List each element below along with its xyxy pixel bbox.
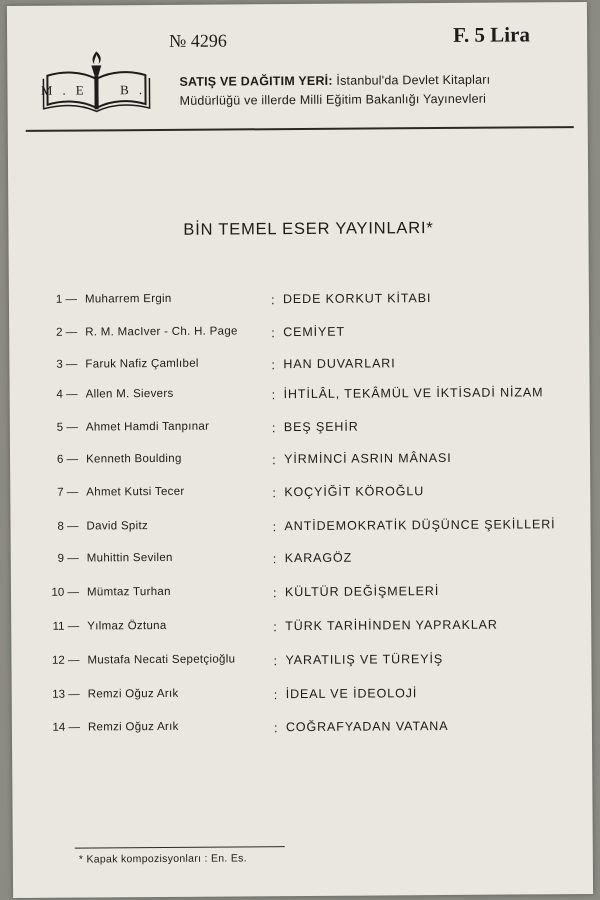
book-author: Allen M. Sievers (85, 387, 174, 401)
book-title: YİRMİNCİ ASRIN MÂNASI (284, 450, 452, 467)
book-author: Mustafa Necati Sepetçioğlu (87, 653, 236, 667)
book-number: 13 — (52, 688, 80, 701)
book-author: Ahmet Kutsi Tecer (86, 485, 185, 499)
series-title: BİN TEMEL ESER YAYINLARI* (183, 219, 434, 239)
list-item (12, 685, 592, 709)
book-title: DEDE KORKUT KİTABI (282, 291, 432, 307)
book-author: Remzi Oğuz Arık (87, 720, 179, 734)
book-number: 11 — (52, 620, 80, 633)
book-number: 7 — (57, 486, 79, 499)
separator-colon: : (271, 387, 276, 403)
book-number: 1 — (55, 293, 77, 306)
book-number: 14 — (52, 721, 80, 734)
separator-colon: : (272, 452, 276, 468)
list-item (9, 290, 589, 314)
separator-colon: : (272, 485, 276, 501)
book-list (9, 278, 589, 736)
book-title: HAN DUVARLARI (283, 356, 396, 372)
list-item (10, 483, 590, 507)
list-item (11, 583, 591, 607)
separator-colon: : (270, 292, 275, 308)
book-number: 9 — (57, 552, 79, 565)
separator-colon: : (273, 653, 278, 669)
book-number: 8 — (57, 520, 79, 533)
book-title: İDEAL VE İDEOLOJİ (285, 686, 418, 702)
price: F. 5 Lira (453, 22, 531, 47)
list-item (10, 385, 590, 409)
list-item (10, 517, 590, 541)
separator-colon: : (273, 619, 277, 635)
list-item (10, 450, 590, 474)
list-item (10, 418, 590, 442)
book-author: Faruk Nafiz Çamlıbel (85, 357, 199, 371)
book-number: 4 — (56, 388, 78, 401)
book-number: 6 — (56, 453, 79, 466)
book-back-cover (7, 2, 593, 898)
footnote: * Kapak kompozisyonları : En. Es. (78, 852, 247, 866)
separator-colon: : (272, 551, 277, 567)
logo-text: M.E. B. (41, 82, 152, 98)
book-number: 5 — (56, 421, 78, 434)
separator-colon: : (273, 687, 278, 703)
list-item (12, 718, 592, 742)
separator-colon: : (272, 519, 277, 535)
book-number: 3 — (56, 358, 78, 371)
list-item (9, 323, 589, 347)
book-author: Muharrem Ergin (84, 292, 172, 306)
book-title: İHTİLÂL, TEKÂMÜL VE İKTİSADİ NİZAM (283, 385, 544, 402)
book-title: COĞRAFYADAN VATANA (285, 718, 449, 735)
book-author: Muhittin Sevilen (86, 551, 173, 565)
book-author: Mümtaz Turhan (86, 585, 171, 599)
book-author: Ahmet Hamdi Tanpınar (85, 420, 210, 434)
footnote-divider (75, 846, 285, 848)
distribution-info (179, 70, 569, 111)
book-number: 10 — (51, 586, 80, 599)
book-title: TÜRK TARİHİNDEN YAPRAKLAR (285, 617, 498, 634)
separator-colon: : (271, 357, 276, 373)
meb-logo-icon (41, 45, 151, 118)
book-title: BEŞ ŞEHİR (283, 419, 359, 435)
list-item (11, 617, 591, 641)
book-title: KARAGÖZ (284, 550, 353, 566)
distribution-text-2: Müdürlüğü ve illerde Milli Eğitim Bakanlığı Yayınevleri (179, 91, 487, 108)
separator-colon: : (271, 325, 275, 341)
distribution-text-1: İstanbul'da Devlet Kitapları (336, 72, 491, 88)
book-number: 2 — (56, 326, 78, 339)
book-author: David Spitz (86, 520, 149, 533)
book-author: Remzi Oğuz Arık (87, 687, 179, 701)
book-author: Kenneth Boulding (86, 452, 182, 466)
book-title: KÜLTÜR DEĞİŞMELERİ (284, 584, 440, 600)
book-number: 12 — (51, 654, 80, 667)
separator-colon: : (271, 420, 276, 436)
list-item (11, 651, 591, 675)
book-author: R. M. MacIver - Ch. H. Page (85, 325, 238, 339)
serial-number: № 4296 (169, 30, 227, 51)
header-divider (26, 126, 574, 132)
book-title: CEMİYET (283, 324, 346, 340)
book-author: Yılmaz Öztuna (87, 619, 167, 633)
list-item (11, 549, 591, 573)
book-title: KOÇYİĞİT KÖROĞLU (284, 484, 425, 500)
separator-colon: : (273, 720, 278, 736)
book-title: YARATILIŞ VE TÜREYİŞ (285, 652, 444, 668)
book-title: ANTİDEMOKRATİK DÜŞÜNCE ŞEKİLLERİ (284, 517, 556, 534)
list-item (9, 355, 589, 379)
separator-colon: : (272, 585, 277, 601)
distribution-label: SATIŞ VE DAĞITIM YERİ: (179, 73, 333, 89)
